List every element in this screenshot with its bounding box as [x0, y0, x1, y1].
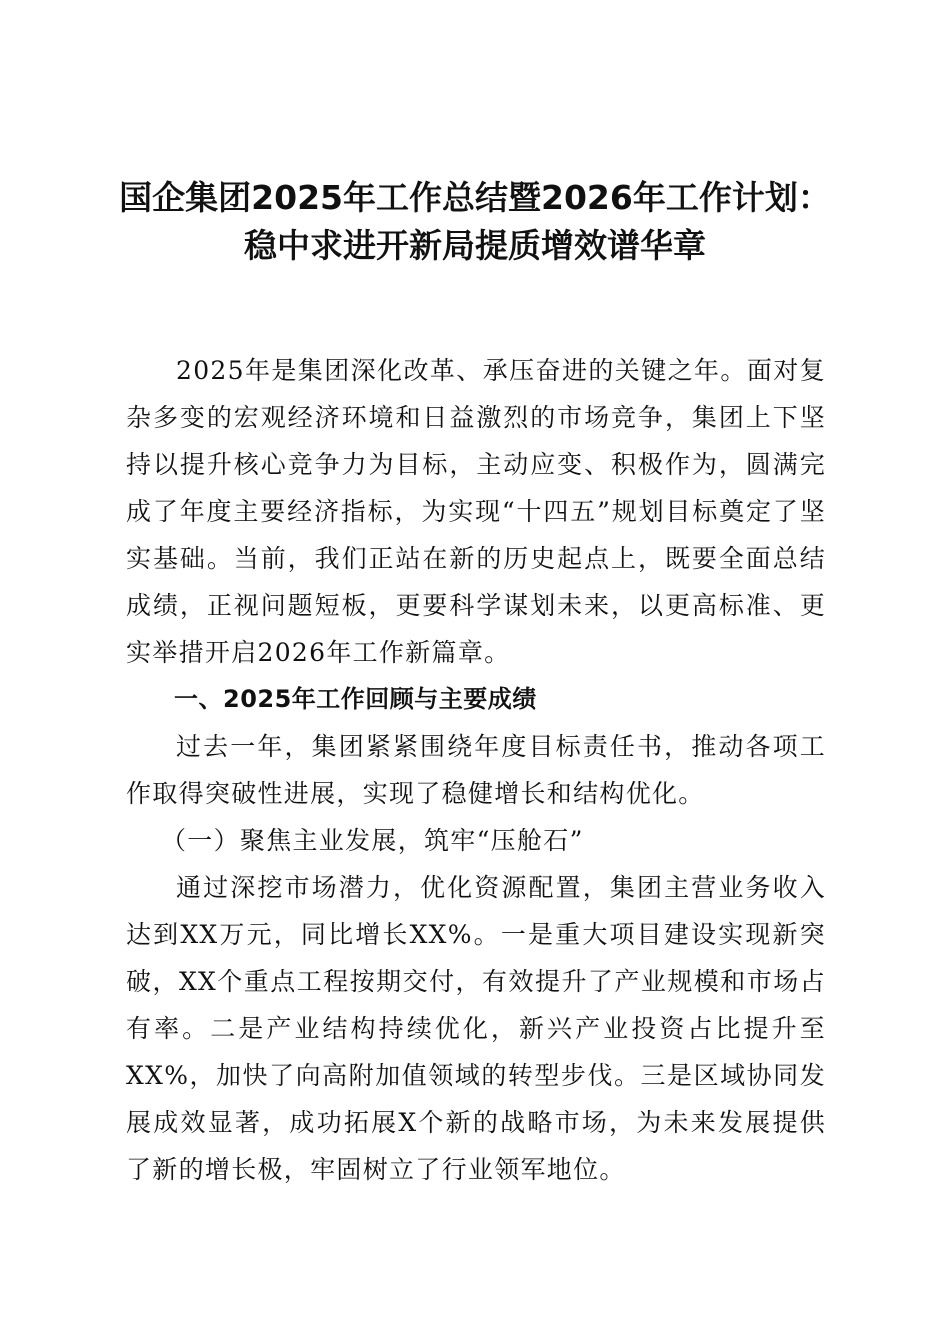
subsection-heading: （一）聚焦主业发展，筑牢“压舱石”	[161, 826, 584, 855]
document-body	[126, 347, 826, 1193]
section-heading: 一、2025年工作回顾与主要成绩	[174, 685, 537, 713]
document-title-line-1: 国企集团2025年工作总结暨2026年工作计划：	[119, 178, 831, 217]
subsection-body-paragraph: 通过深挖市场潜力，优化资源配置，集团主营业务收入达到XX万元，同比增长XX%。一是重大项目建设实现新突破，XX个重点工程按期交付，有效提升了产业规模和市场占有率。二是产业结构持续优化，新兴产业投资占比提升至XX%，加快了向高附加值领域的转型步伐。三是区域协同发展成效显著，成功拓展X个新的战略市场，为未来发展提供了新的增长极，牢固树立了行业领军地位。	[126, 873, 826, 1184]
document-title-line-2: 稳中求进开新局提质增效谱华章	[244, 226, 706, 265]
section-intro-paragraph: 过去一年，集团紧紧围绕年度目标责任书，推动各项工作取得突破性进展，实现了稳健增长和结构优化。	[126, 732, 826, 808]
intro-paragraph: 2025年是集团深化改革、承压奋进的关键之年。面对复杂多变的宏观经济环境和日益激烈的市场竞争，集团上下坚持以提升核心竞争力为目标，主动应变、积极作为，圆满完成了年度主要经济指标，为实现“十四五”规划目标奠定了坚实基础。当前，我们正站在新的历史起点上，既要全面总结成绩，正视问题短板，更要科学谋划未来，以更高标准、更实举措开启2026年工作新篇章。	[126, 356, 826, 667]
